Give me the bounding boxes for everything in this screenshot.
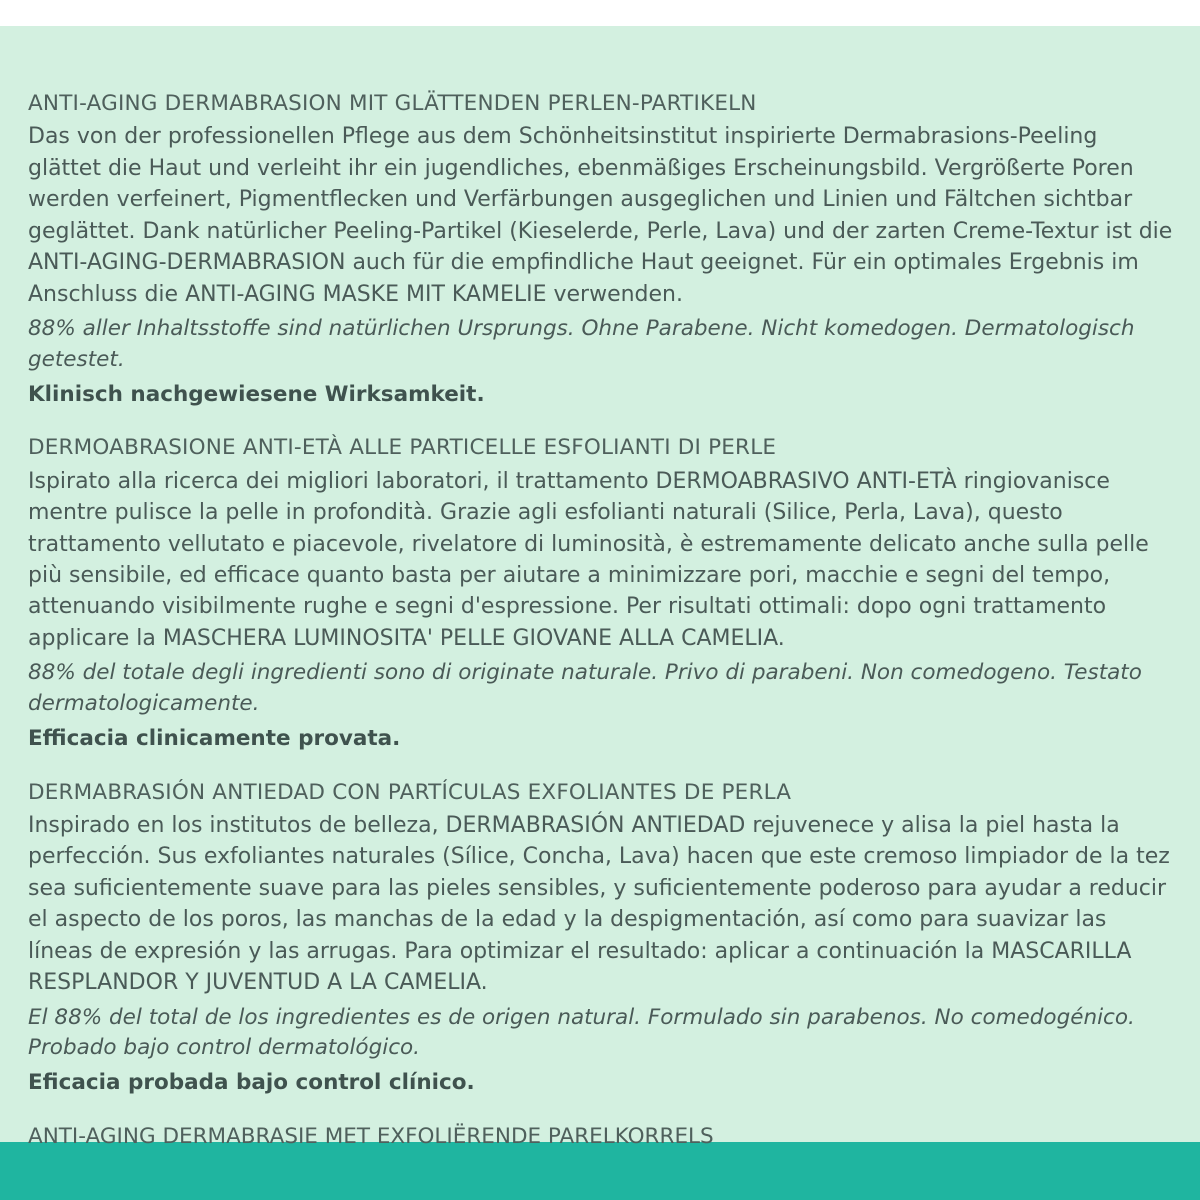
section-heading-german: ANTI-AGING DERMABRASION MIT GLÄTTENDEN PERLEN-PARTIKELN <box>28 91 757 116</box>
section-bold-claim-italian: Efficacia clinicamente provata. <box>28 725 401 751</box>
section-bold-claim-german: Klinisch nachgewiesene Wirksamkeit. <box>28 381 485 407</box>
section-paragraph-german: Das von der professionellen Pflege aus dem Schönheitsinstitut inspirierte Dermabrasions-Peeling glättet die Haut und verleiht ihr ein jugendliches, ebenmäßiges Erscheinungsbild. Vergrößerte Poren werden verfeinert, Pigmentflecken und Verfärbungen ausgeglichen und Linien und Fältchen sichtbar geglättet. Dank natürlicher Peeling-Partikel (Kieselerde, Perle, Lava) und der zarten Creme-Textur ist die ANTI-AGING-DERMABRASION auch für die empfindliche Haut geeignet. Für ein optimales Ergebnis im Anschluss die ANTI-AGING MASKE MIT KAMELIE verwenden. <box>28 124 1173 307</box>
section-italic-note-german: 88% aller Inhaltsstoffe sind natürlichen Ursprungs. Ohne Parabene. Nicht komedogen. Dermatologisch getestet. <box>28 316 1135 372</box>
section-paragraph-italian: Ispirato alla ricerca dei migliori laboratori, il trattamento DERMOABRASIVO ANTI-ETÀ ringiovanisce mentre pulisce la pelle in profondità. Grazie agli esfolianti naturali (Silice, Perla, Lava), questo trattamento vellutato e piacevole, rivelatore di luminosità, è estremamente delicato anche sulla pelle più sensibile, ed efficace quanto basta per aiutare a minimizzare pori, macchie e segni del tempo, attenuando visibilmente rughe e segni d'espressione. Per risultati ottimali: dopo ogni trattamento applicare la MASCHERA LUMINOSITA' PELLE GIOVANE ALLA CAMELIA. <box>28 468 1149 651</box>
label-text-body <box>28 88 1174 1152</box>
section-spanish <box>28 777 1174 1099</box>
section-heading-spanish: DERMABRASIÓN ANTIEDAD CON PARTÍCULAS EXFOLIANTES DE PERLA <box>28 779 792 805</box>
section-dutch <box>28 1121 1174 1152</box>
section-italic-note-spanish: El 88% del total de los ingredientes es de origen natural. Formulado sin parabenos. No comedogénico. Probado bajo control dermatológico. <box>28 1004 1135 1061</box>
section-italic-note-italian: 88% del totale degli ingredienti sono di originate naturale. Privo di parabeni. Non comedogeno. Testato dermatologicamente. <box>28 660 1142 717</box>
label-top-edge <box>0 0 1200 26</box>
section-heading-dutch: ANTI-AGING DERMABRASIE MET EXFOLIËRENDE PARELKORRELS <box>28 1123 714 1149</box>
section-bold-claim-spanish: Eficacia probada bajo control clínico. <box>28 1070 475 1096</box>
section-italian <box>28 432 1174 754</box>
section-german <box>28 88 1174 410</box>
section-heading-italian: DERMOABRASIONE ANTI-ETÀ ALLE PARTICELLE ESFOLIANTI DI PERLE <box>28 435 777 461</box>
section-paragraph-spanish: Inspirado en los institutos de belleza, DERMABRASIÓN ANTIEDAD rejuvenece y alisa la piel hasta la perfección. Sus exfoliantes naturales (Sílice, Concha, Lava) hacen que este cremoso limpiador de la tez sea suficientemente suave para las pieles sensibles, y suficientemente poderoso para ayudar a reducir el aspecto de los poros, las manchas de la edad y la despigmentación, así como para suavizar las líneas de expresión y las arrugas. Para optimizar el resultado: aplicar a continuación la MASCARILLA RESPLANDOR Y JUVENTUD A LA CAMELIA. <box>28 812 1170 996</box>
